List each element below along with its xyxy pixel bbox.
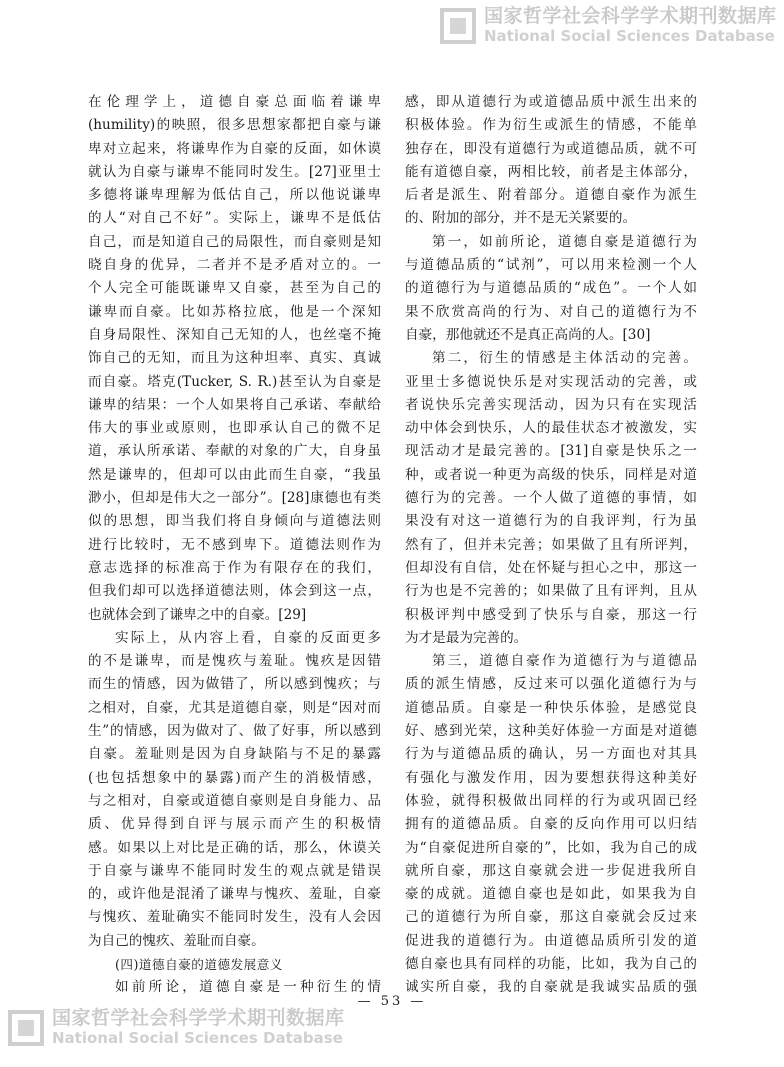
text-line: (humility)的映照，很多思想家都把自豪与谦 <box>88 117 381 134</box>
text-line: 好、感到光荣，这种美好体验一方面是对道德 <box>405 723 697 740</box>
text-line: 实际上，从内容上看，自豪的反面更多 <box>115 629 381 646</box>
text-line: 质的派生情感，反过来可以强化道德行为与 <box>405 676 697 693</box>
text-line: 自己，而是知道自己的局限性，而自豪则是知 <box>88 233 381 250</box>
text-line: 渺小，但却是伟大之一部分”。[28]康德也有类 <box>88 490 381 507</box>
text-line: 意志选择的标准高于作为有限存在的我们， <box>88 559 381 576</box>
text-line: 就所自豪，那这自豪就会进一步促进我所自 <box>405 862 697 879</box>
watermark-en-text: National Social Sciences Database <box>484 26 775 45</box>
text-line: 为“自豪促进所自豪的”，比如，我为自己的成 <box>405 839 697 856</box>
right-column <box>405 91 697 1000</box>
text-line: 与道德品质的“试剂”，可以用来检测一个人 <box>405 257 697 274</box>
text-line: 动中体会到快乐，人的最佳状态才被激发，实 <box>405 420 697 437</box>
text-line: 独存在，即没有道德行为或道德品质，就不可 <box>405 140 697 157</box>
text-line: 谦卑的结果：一个人如果将自己承诺、奉献给 <box>88 396 381 413</box>
text-line: 道，承认所承诺、奉献的对象的广大，自身虽 <box>88 443 381 460</box>
text-line: 豪的成就。道德自豪也是如此，如果我为自 <box>405 886 697 903</box>
text-line: 第一，如前所论，道德自豪是道德行为 <box>432 233 697 250</box>
watermark-cn-text: 国家哲学社会科学学术期刊数据库 <box>52 1007 345 1029</box>
text-line: 后者是派生、附着部分。道德自豪作为派生 <box>405 187 697 204</box>
text-line: 生”的情感，因为做对了、做了好事，所以感到 <box>88 723 381 740</box>
text-line: 的，或许他是混淆了谦卑与愧疚、羞耻，自豪 <box>88 886 381 903</box>
text-line: 饰自己的无知，而且为这种坦率、真实、真诚 <box>88 350 381 367</box>
text-line: 的、附加的部分，并不是无关紧要的。 <box>405 210 637 227</box>
text-line: 第三，道德自豪作为道德行为与道德品 <box>432 653 697 670</box>
text-line: 自身局限性、深知自己无知的人，也丝毫不掩 <box>88 326 381 343</box>
text-line: 拥有的道德品质。自豪的反向作用可以归结 <box>405 816 697 833</box>
text-line: 有强化与激发作用，因为要想获得这种美好 <box>405 769 697 786</box>
text-line: 然有了，但并未完善；如果做了且有所评判， <box>405 536 697 553</box>
text-line: 卑对立起来，将谦卑作为自豪的反面，如休谟 <box>88 140 381 157</box>
text-line: 德自豪也具有同样的功能，比如，我为自己的 <box>405 955 697 972</box>
text-line: 在伦理学上，道德自豪总面临着谦卑 <box>88 94 381 110</box>
text-line: 的不是谦卑，而是愧疚与羞耻。愧疚是因错 <box>88 653 381 670</box>
text-line: 而生的情感，因为做错了，所以感到愧疚；与 <box>88 676 381 693</box>
text-line: 的人“对自己不好”。实际上，谦卑不是低估 <box>88 210 381 227</box>
text-line: 进行比较时，无不感到卑下。道德法则作为 <box>88 536 381 553</box>
text-line: 促进我的道德行为。由道德品质所引发的道 <box>405 932 697 949</box>
text-line: 然是谦卑的，但却可以由此而生自豪，“我虽 <box>88 466 381 483</box>
text-line: 为才是最为完善的。 <box>405 629 528 646</box>
text-line: 似的思想，即当我们将自身倾向与道德法则 <box>88 513 381 530</box>
text-line: 果不欣赏高尚的行为、对自己的道德行为不 <box>405 303 697 320</box>
watermark-top <box>440 6 777 45</box>
text-line: 谦卑而自豪。比如苏格拉底，他是一个深知 <box>88 303 381 320</box>
database-logo-icon <box>440 8 476 44</box>
watermark-en-text: National Social Sciences Database <box>52 1028 343 1047</box>
text-line: 而自豪。塔克(Tucker, S. R.)甚至认为自豪是 <box>88 373 381 390</box>
text-line: 现活动才是最完善的。[31]自豪是快乐之一 <box>405 443 697 460</box>
text-line: 体验，就得积极做出同样的行为或巩固已经 <box>405 792 697 809</box>
text-line: 的道德行为与道德品质的“成色”。一个人如 <box>405 280 697 297</box>
text-line: 果没有对这一道德行为的自我评判，行为虽 <box>405 513 697 530</box>
text-line: 亚里士多德说快乐是对实现活动的完善，或 <box>405 373 697 390</box>
text-line: 第二，衍生的情感是主体活动的完善。 <box>432 350 697 367</box>
text-line: 也就体会到了谦卑之中的自豪。[29] <box>88 606 307 623</box>
text-line: 己的道德行为所自豪，那这自豪就会反过来 <box>405 909 697 926</box>
page-number: — 53 — <box>357 994 427 1009</box>
text-line: 伟大的事业或原则，也即承认自己的微不足 <box>88 420 381 437</box>
text-line: 积极评判中感受到了快乐与自豪，那这一行 <box>405 606 697 623</box>
text-line: 多德将谦卑理解为低估自己，所以他说谦卑 <box>88 187 381 204</box>
text-line: 但却没有自信，处在怀疑与担心之中，那这一 <box>405 559 697 576</box>
text-line: (也包括想象中的暴露)而产生的消极情感， <box>88 769 381 786</box>
text-line: 如前所论，道德自豪是一种衍生的情 <box>115 979 381 996</box>
watermark-cn-text: 国家哲学社会科学学术期刊数据库 <box>484 5 777 27</box>
text-line: 行为与道德品质的确认，另一方面也对其具 <box>405 746 697 763</box>
text-line: 种，或者说一种更为高级的快乐，同样是对道 <box>405 466 697 483</box>
text-line: 能有道德自豪，两相比较，前者是主体部分， <box>405 163 697 180</box>
text-line: 质、优异得到自评与展示而产生的积极情 <box>88 816 381 833</box>
text-line: 但我们却可以选择道德法则，体会到这一点， <box>88 583 381 600</box>
text-line: 晓自身的优异，二者并不是矛盾对立的。一 <box>88 257 381 274</box>
text-line: 积极体验。作为衍生或派生的情感，不能单 <box>405 117 697 134</box>
text-line: 个人完全可能既谦卑又自豪，甚至为自己的 <box>88 280 381 297</box>
text-line: 德行为的完善。一个人做了道德的事情，如 <box>405 490 697 507</box>
text-line: 道德品质。自豪是一种快乐体验，是感觉良 <box>405 699 697 716</box>
section-heading: (四)道德自豪的道德发展意义 <box>115 956 283 972</box>
text-line: 为自己的愧疚、羞耻而自豪。 <box>88 932 265 949</box>
text-line: 感。如果以上对比是正确的话，那么，休谟关 <box>88 839 381 856</box>
text-line: 自豪，那他就还不是真正高尚的人。[30] <box>405 326 651 343</box>
text-line: 者说快乐完善实现活动，因为只有在实现活 <box>405 396 697 413</box>
text-line: 于自豪与谦卑不能同时发生的观点就是错误 <box>88 862 381 879</box>
watermark-bottom <box>8 1008 345 1047</box>
left-column <box>88 91 381 1000</box>
text-line: 与愧疚、羞耻确实不能同时发生，没有人会因 <box>88 909 381 926</box>
text-line: 之相对，自豪，尤其是道德自豪，则是“因对而 <box>88 699 381 716</box>
text-line: 就认为自豪与谦卑不能同时发生。[27]亚里士 <box>88 163 381 180</box>
text-line: 行为也是不完善的；如果做了且有评判，且从 <box>405 583 697 600</box>
text-line: 感，即从道德行为或道德品质中派生出来的 <box>405 94 697 110</box>
database-logo-icon <box>8 1010 44 1046</box>
text-line: 自豪。羞耻则是因为自身缺陷与不足的暴露 <box>88 746 381 763</box>
text-line: 与之相对，自豪或道德自豪则是自身能力、品 <box>88 792 381 809</box>
text-line: 诚实所自豪，我的自豪就是我诚实品质的强 <box>405 979 697 996</box>
